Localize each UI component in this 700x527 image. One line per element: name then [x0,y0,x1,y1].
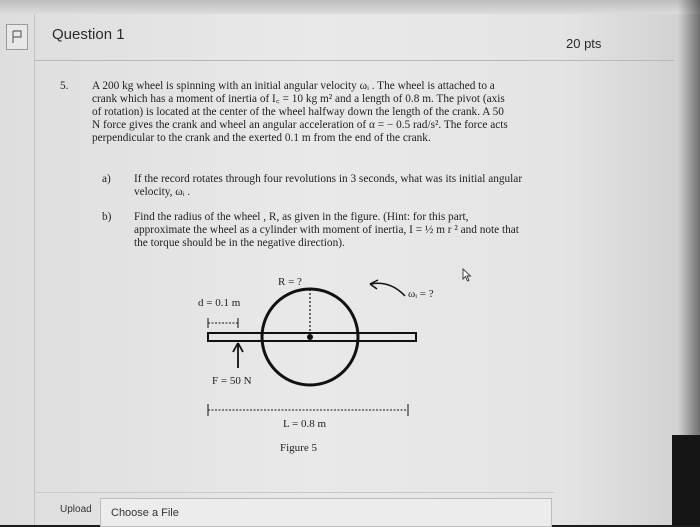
top-strip [0,0,700,14]
distance-label: d = 0.1 m [198,297,241,309]
upload-label: Upload [60,504,92,515]
flag-glyph [11,30,23,44]
dark-corner [672,435,700,525]
part-b-letter: b) [102,211,112,223]
problem-number: 5. [60,80,69,92]
radius-label: R = ? [278,276,302,288]
header-divider [34,60,674,61]
question-points: 20 pts [566,36,602,51]
problem-text: A 200 kg wheel is spinning with an initial angular velocity ωᵢ . The wheel is attached to a crank which has a moment of inertia of I꜀ = 10 kg m² and a length of 0.8 m. The pivot (axis of rotation) is located at the center of the wheel halfway down the length of the crank. A 50 N force gives the crank and wheel an angular acceleration of α = − 0.5 rad/s². The force acts perpendicular to the crank and the exerted 0.1 m from the end of the crank. [92,80,508,144]
omega-label: ωᵢ = ? [408,288,434,300]
cursor-glyph [462,268,472,282]
part-b-text: Find the radius of the wheel , R, as given in the figure. (Hint: for this part, approximate the wheel as a cylinder with moment of inertia, I = ½ m r ² and note that the torque should be in the negative direction). [134,211,519,249]
pivot [307,334,313,340]
choose-file-label: Choose a File [111,507,179,519]
figure-5 [190,270,434,460]
choose-file-button[interactable] [100,498,552,527]
part-a-letter: a) [102,173,111,185]
left-divider [34,14,35,525]
flag-icon[interactable] [6,24,28,50]
force-label: F = 50 N [212,375,252,387]
cursor-icon [462,268,472,287]
length-label: L = 0.8 m [283,418,327,430]
figure-caption: Figure 5 [280,442,317,454]
omega-arrowhead [370,280,378,289]
omega-arrow [370,283,405,296]
part-a-text: If the record rotates through four revolutions in 3 seconds, what was its initial angular velocity, ωᵢ . [134,173,523,198]
question-title: Question 1 [52,26,125,43]
